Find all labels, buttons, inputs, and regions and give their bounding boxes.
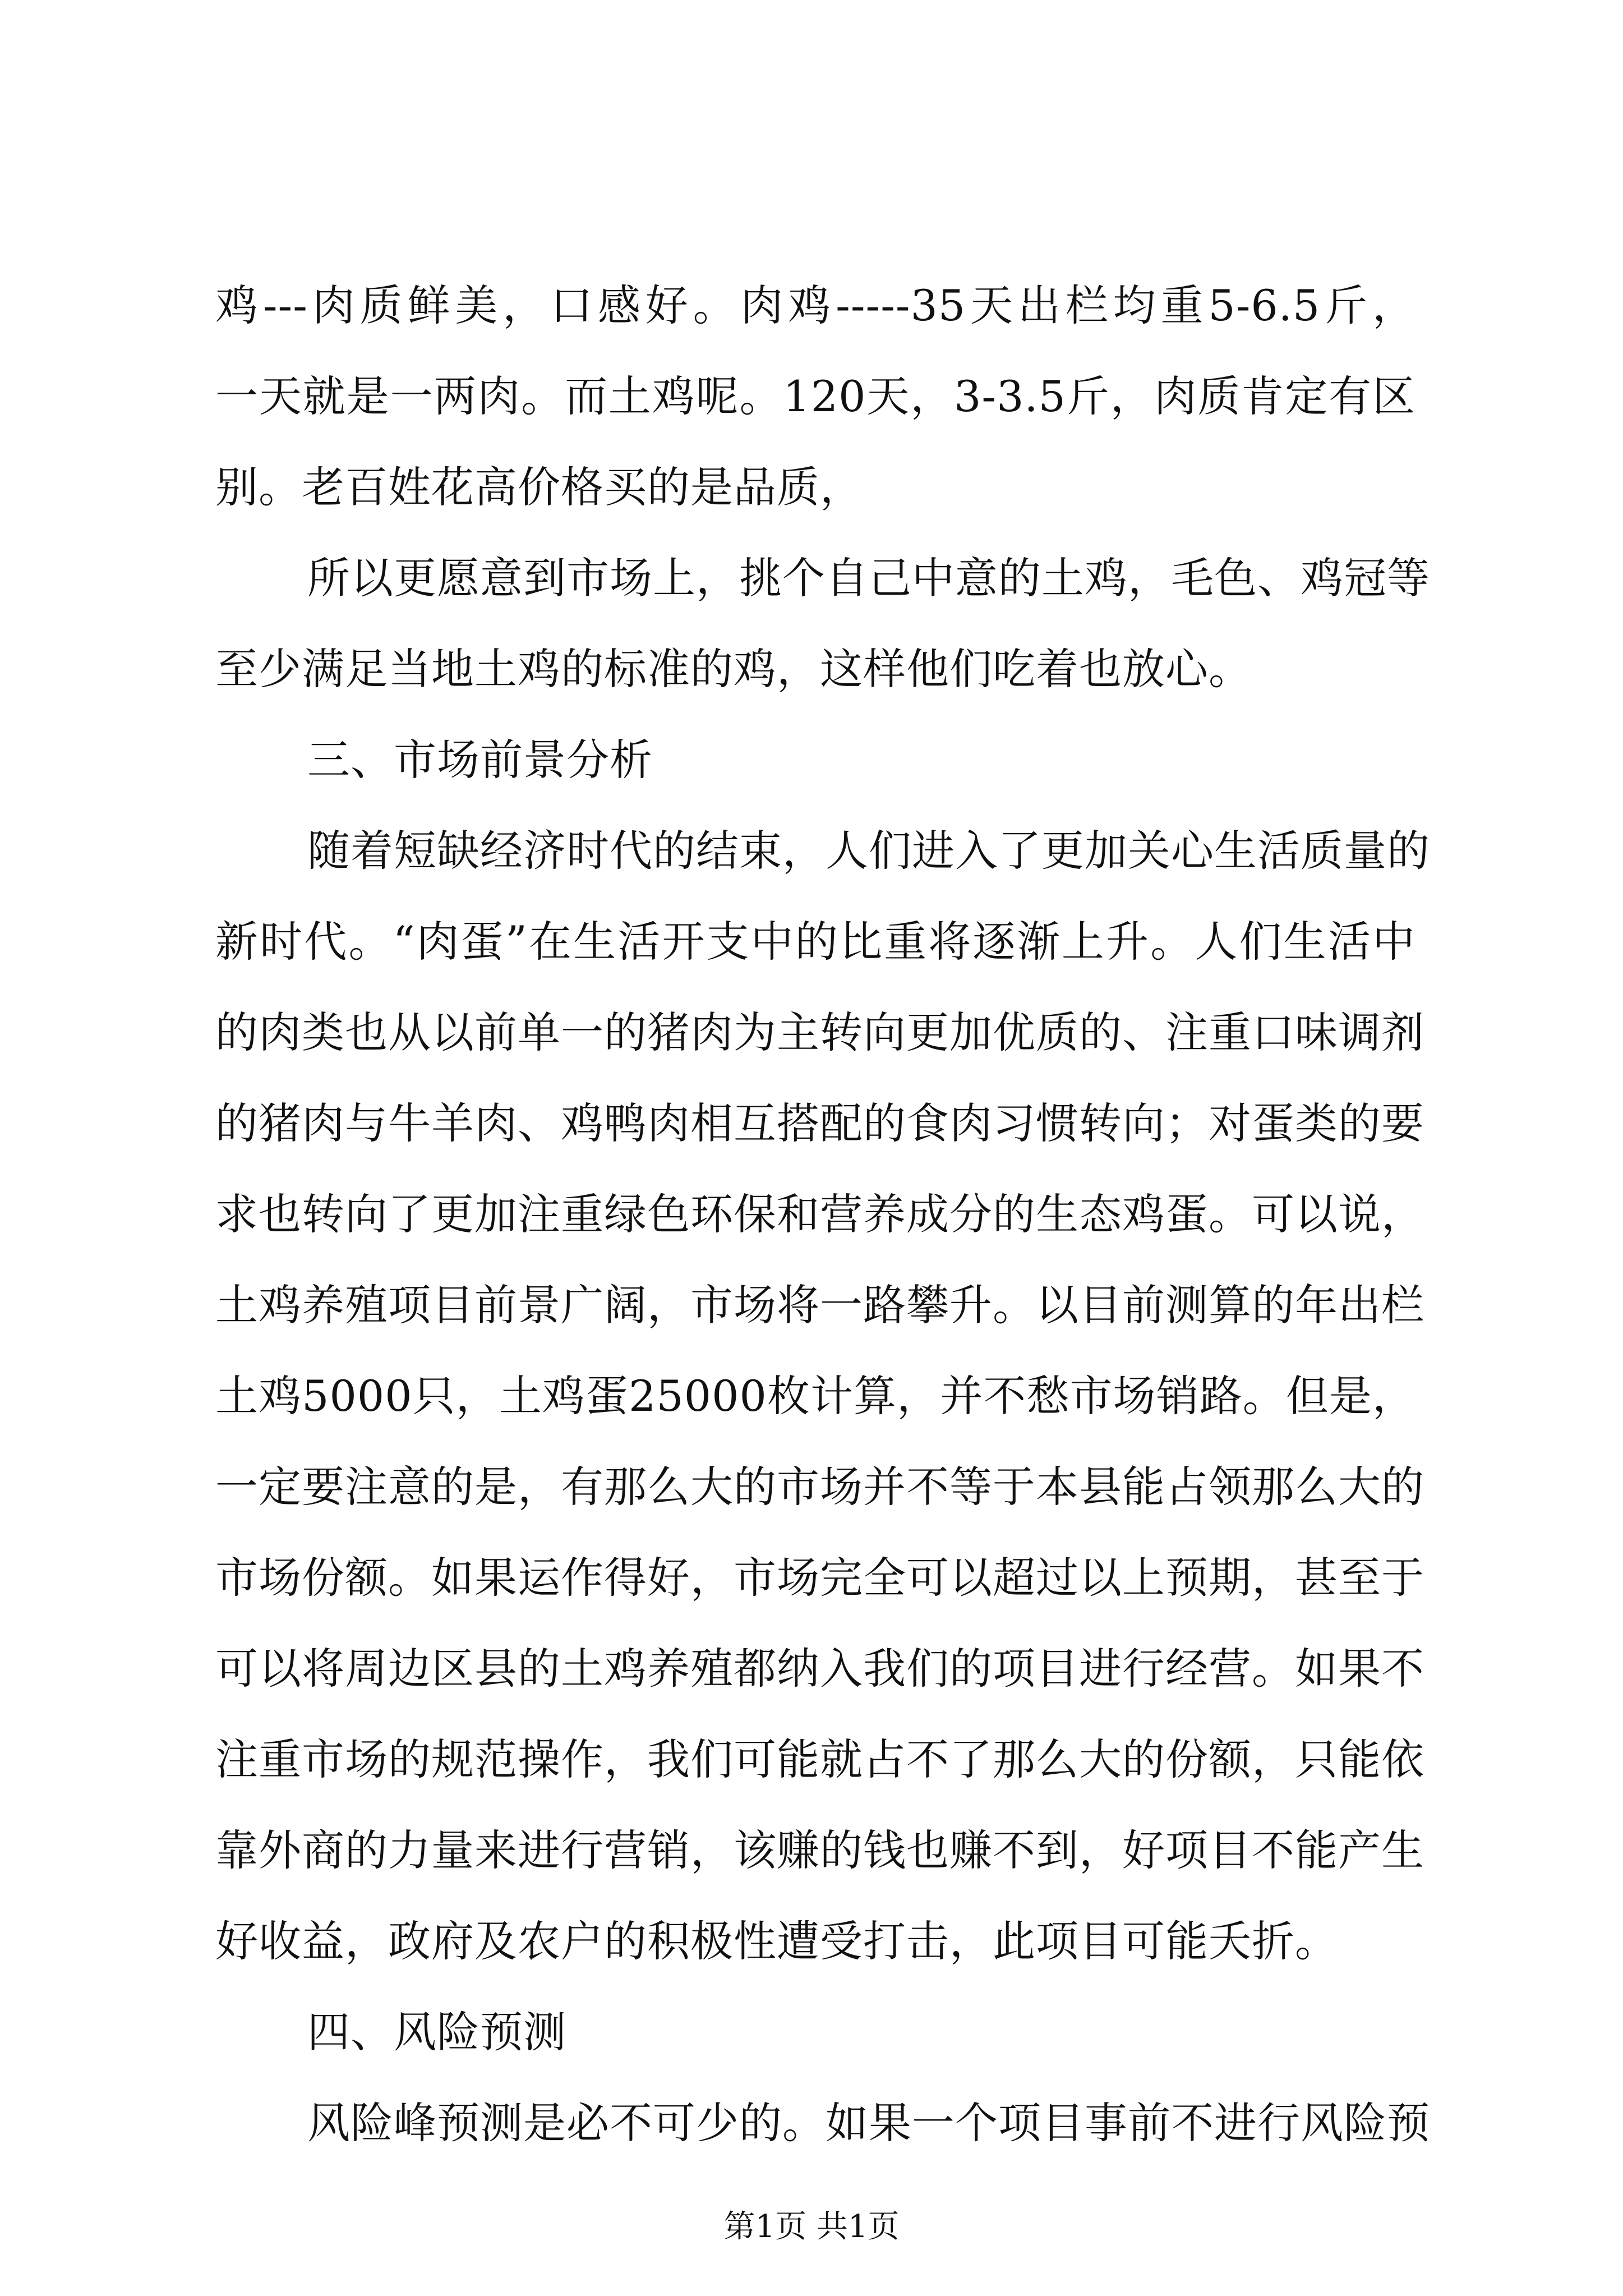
text-line: 靠外商的力量来进行营销，该赚的钱也赚不到，好项目不能产生 [215, 1825, 1424, 1875]
text-line: 新时代。“肉蛋”在生活开支中的比重将逐渐上升。人们生活中 [215, 917, 1415, 967]
text-line: 风险峰预测是必不可少的。如果一个项目事前不进行风险预 [307, 2098, 1430, 2148]
text-line: 至少满足当地土鸡的标准的鸡，这样他们吃着也放心。 [215, 644, 1252, 694]
section-heading: 四、风险预测 [307, 2007, 566, 2057]
text-line: 的肉类也从以前单一的猪肉为主转向更加优质的、注重口味调剂 [215, 1007, 1424, 1057]
text-line: 求也转向了更加注重绿色环保和营养成分的生态鸡蛋。可以说， [215, 1189, 1424, 1239]
text-line: 土鸡5000只，土鸡蛋25000枚计算，并不愁市场销路。但是， [215, 1371, 1415, 1421]
text-line: 别。老百姓花高价格买的是品质， [215, 462, 863, 512]
text-line: 一定要注意的是，有那么大的市场并不等于本县能占领那么大的 [215, 1462, 1424, 1512]
text-line: 所以更愿意到市场上，挑个自己中意的土鸡，毛色、鸡冠等 [307, 553, 1430, 603]
page-indicator: 第1页 共1页 [723, 2208, 900, 2245]
text-line: 随着短缺经济时代的结束，人们进入了更加关心生活质量的 [307, 826, 1430, 876]
text-line: 市场份额。如果运作得好，市场完全可以超过以上预期，甚至于 [215, 1553, 1424, 1603]
text-line: 土鸡养殖项目前景广阔，市场将一路攀升。以目前测算的年出栏 [215, 1280, 1424, 1330]
text-line: 好收益，政府及农户的积极性遭受打击，此项目可能夭折。 [215, 1916, 1338, 1966]
text-line: 鸡---肉质鲜美，口感好。肉鸡-----35天出栏均重5-6.5斤， [215, 280, 1415, 330]
text-line: 一天就是一两肉。而土鸡呢。120天，3-3.5斤，肉质肯定有区 [215, 371, 1415, 421]
text-line: 的猪肉与牛羊肉、鸡鸭肉相互搭配的食肉习惯转向；对蛋类的要 [215, 1098, 1424, 1148]
text-line: 注重市场的规范操作，我们可能就占不了那么大的份额，只能依 [215, 1734, 1424, 1784]
page-footer [0, 2205, 1623, 2249]
text-line: 可以将周边区县的土鸡养殖都纳入我们的项目进行经营。如果不 [215, 1644, 1424, 1694]
section-heading: 三、市场前景分析 [307, 735, 653, 785]
